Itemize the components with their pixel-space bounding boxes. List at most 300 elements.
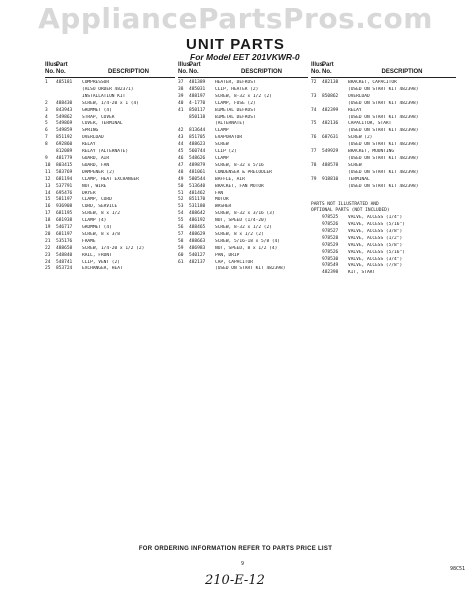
part-description: PAN, DRIP: [215, 252, 240, 258]
part-number: 481389: [189, 80, 206, 85]
parts-list: [45, 80, 175, 273]
parts-row: [45, 177, 175, 184]
illus-number: [178, 115, 189, 122]
column-header-top: [45, 62, 175, 69]
parts-row: [45, 108, 175, 115]
column-header-bottom: [178, 69, 308, 78]
parts-row: [311, 101, 456, 108]
parts-row: [311, 108, 456, 115]
parts-row: [178, 184, 308, 191]
parts-row: [311, 215, 456, 222]
page-number: 9: [241, 561, 245, 567]
illus-number: 76: [311, 135, 317, 141]
illus-number: 7: [45, 135, 48, 141]
part-description: TERMINAL: [348, 176, 370, 182]
part-number: 482136: [322, 121, 339, 127]
illus-number: 41: [178, 107, 184, 113]
part-description: WASHER: [215, 204, 232, 210]
illus-number: 61: [178, 259, 184, 265]
illus-number: [311, 156, 322, 163]
part-description: SCREW, 8 x 3/8: [82, 231, 120, 237]
part-description: (USED ON START KIT 482398): [348, 86, 419, 92]
part-description: SCREW: [215, 142, 229, 148]
parts-row: [45, 253, 175, 260]
illus-number: 2: [45, 100, 48, 106]
part-description: STRAP, COVER: [82, 114, 115, 120]
part-description: (USED ON START KIT 482398): [348, 100, 419, 106]
parts-row: [311, 236, 456, 243]
parts-row: [311, 170, 456, 177]
parts-column-3: [311, 62, 456, 277]
parts-row: [45, 156, 175, 163]
part-number: 580544: [189, 176, 206, 182]
parts-row: [178, 260, 308, 267]
part-number: 489879: [189, 162, 206, 168]
parts-row: [178, 232, 308, 239]
part-description: DAMPENER (2): [82, 169, 115, 175]
parts-row: [45, 170, 175, 177]
illus-number: 54: [178, 211, 184, 217]
part-description: CLAMP (4): [82, 218, 107, 224]
part-number: 851170: [189, 197, 206, 203]
part-number: 548626: [189, 155, 206, 161]
part-label: Part: [56, 62, 68, 68]
part-number: 481061: [189, 169, 206, 175]
illus-number: 52: [178, 197, 184, 203]
part-number: 687631: [322, 135, 339, 141]
part-number: 535176: [56, 238, 73, 244]
part-description: BRACKET, MOUNTING: [348, 149, 395, 155]
part-number: 681194: [56, 176, 73, 182]
part-number: 978530: [322, 256, 339, 262]
part-number: 546717: [56, 225, 73, 231]
illus-number: 75: [311, 121, 317, 127]
part-description: VALVE, ACCESS (3/4"): [348, 256, 403, 262]
part-description: SPRING: [82, 128, 99, 134]
parts-row: [45, 266, 175, 273]
illus-number: [45, 94, 56, 101]
illus-number: 19: [45, 225, 51, 231]
part-number: 488465: [189, 225, 206, 231]
part-number: 851705: [189, 135, 206, 141]
no-label: No.: [311, 69, 321, 75]
part-number: 803415: [56, 162, 73, 168]
part-description: HEATER, DEFROST: [215, 80, 256, 85]
illus-number: [311, 101, 322, 108]
parts-row: [178, 101, 308, 108]
column-header-top: [311, 62, 456, 69]
parts-row: [311, 149, 456, 156]
part-description: (USED ON START KIT 482398): [348, 155, 419, 161]
part-number: 488658: [56, 245, 73, 251]
illus-number: 15: [45, 197, 51, 203]
part-description: COVER, TERMINAL: [82, 121, 123, 127]
part-number: 549869: [56, 121, 73, 127]
parts-row: [311, 243, 456, 250]
part-description: SCREW, 8-32 x 1/2 (2): [215, 225, 272, 231]
illus-number: 20: [45, 231, 51, 237]
part-description: BIMETAL DEFROST: [215, 107, 256, 113]
part-label: Part: [189, 62, 201, 68]
part-description: RELAY: [348, 107, 362, 113]
part-number: 850118: [189, 114, 206, 120]
illus-number: [311, 87, 322, 94]
parts-row: [178, 253, 308, 260]
notice-line-1: PARTS NOT ILLUSTRATED AND: [311, 201, 379, 207]
part-number: 978529: [322, 242, 339, 248]
part-number: [322, 101, 348, 108]
model-subtitle: For Model EET 201VKWR-0: [190, 52, 300, 62]
illus-number: 77: [311, 149, 317, 155]
part-description: VALVE, ACCESS (5/8"): [348, 242, 403, 248]
parts-column-2: [178, 62, 308, 273]
partno-label: No.: [189, 69, 199, 75]
illus-number: 79: [311, 176, 317, 182]
parts-row: [178, 108, 308, 115]
part-number: 695476: [56, 190, 73, 196]
part-description: CAP, CAPACITOR: [215, 259, 253, 265]
part-description: CAPACITOR, START: [348, 121, 392, 127]
illus-number: 16: [45, 204, 51, 210]
description-label: DESCRIPTION: [240, 69, 282, 75]
part-description: SCREW: [348, 162, 362, 168]
illus-label: Illus.: [178, 62, 192, 68]
part-number: 488197: [189, 93, 206, 99]
illus-number: 48: [178, 169, 184, 175]
part-description: EVAPORATOR: [215, 135, 243, 141]
parts-row: [178, 177, 308, 184]
illus-number: 47: [178, 162, 184, 168]
illus-number: [311, 184, 322, 191]
not-illustrated-notice: [311, 202, 456, 216]
part-description: SCREW, 8-32 x 3/16 (3): [215, 211, 275, 217]
part-number: 978526: [322, 222, 339, 227]
part-number: 581197: [56, 197, 73, 203]
part-description: CLAMP: [215, 128, 229, 134]
part-description: (USED ON START KIT 482398): [348, 142, 419, 148]
part-description: CLAMP, CORD: [82, 197, 112, 203]
illus-number: 9: [45, 155, 48, 161]
illus-number: 24: [45, 259, 51, 265]
part-description: CLAMP, FUSE (2): [215, 100, 256, 106]
part-number: 488629: [189, 231, 206, 237]
part-description: CLAMP: [215, 155, 229, 161]
part-description: VALVE, ACCESS (5/16"): [348, 249, 405, 255]
part-number: 488663: [189, 238, 206, 244]
part-description: VALVE, ACCESS (1/4"): [348, 215, 403, 221]
part-number: 681195: [56, 211, 73, 217]
illus-number: 73: [311, 93, 317, 99]
illus-number: 3: [45, 107, 48, 113]
parts-row: [45, 87, 175, 94]
part-number: 978525: [322, 215, 339, 221]
no-label: No.: [45, 69, 55, 75]
part-number: 978527: [322, 228, 339, 234]
part-description: CLIP (2): [215, 149, 237, 155]
part-description: DRYER: [82, 190, 96, 196]
part-number: 488642: [189, 211, 206, 217]
column-header-bottom: [45, 69, 175, 78]
parts-list: [311, 80, 456, 191]
part-description: CORD, SERVICE: [82, 204, 118, 210]
parts-row: [178, 246, 308, 253]
notice-line-2: OPTIONAL PARTS (NOT INCLUDED): [311, 208, 390, 214]
part-number: 549929: [322, 149, 339, 155]
part-number: 681938: [56, 218, 73, 224]
part-number: 540127: [189, 252, 206, 258]
parts-list: [178, 80, 308, 273]
part-number: [56, 87, 82, 94]
illus-number: 50: [178, 183, 184, 189]
parts-row: [178, 80, 308, 87]
illus-label: Illus.: [311, 62, 325, 68]
part-description: FAN: [215, 190, 224, 196]
parts-row: [45, 232, 175, 239]
parts-row: [311, 250, 456, 257]
illus-number: 5: [45, 121, 48, 127]
part-description: GROMMET (4): [82, 107, 112, 113]
parts-row: [45, 163, 175, 170]
part-description: RELAY: [82, 142, 96, 148]
illus-number: 56: [178, 225, 184, 231]
part-number: 481462: [189, 190, 206, 196]
illus-number: 21: [45, 238, 51, 244]
parts-row: [178, 156, 308, 163]
illus-number: 13: [45, 183, 51, 189]
parts-row: [45, 184, 175, 191]
no-label: No.: [178, 69, 188, 75]
illus-number: 49: [178, 176, 184, 182]
parts-row: [178, 239, 308, 246]
part-number: [322, 184, 348, 191]
part-description: (ALTERNATE): [215, 121, 245, 127]
part-description: SCREW, 8 x 1/2: [82, 211, 120, 217]
part-number: 485181: [56, 80, 73, 85]
illus-number: 23: [45, 252, 51, 258]
part-number: 978528: [322, 235, 339, 241]
parts-row: [311, 270, 456, 277]
part-description: SCREW, 1/4-20 x 1 (4): [82, 100, 139, 106]
part-number: 681197: [56, 231, 73, 237]
part-number: 488578: [322, 162, 339, 168]
part-description: CONDENSER & PRECOOLER: [215, 169, 272, 175]
illus-number: 40: [178, 100, 184, 106]
part-description: OVERLOAD: [348, 93, 370, 99]
part-number: 850862: [322, 93, 339, 99]
illus-number: 78: [311, 162, 317, 168]
part-number: 692860: [56, 142, 73, 148]
part-number: 853724: [56, 266, 73, 272]
part-description: OVERLOAD: [82, 135, 104, 141]
document-number: 98C51: [449, 566, 465, 572]
column-header-bottom: [311, 69, 456, 78]
illus-number: 11: [45, 169, 51, 175]
parts-row: [178, 225, 308, 232]
part-number: [189, 266, 215, 273]
part-number: 549862: [56, 114, 73, 120]
illus-number: 72: [311, 80, 317, 85]
part-description: BIMETAL DEFROST: [215, 114, 256, 120]
page-title: UNIT PARTS: [186, 36, 285, 53]
part-description: GROMMET (4): [82, 225, 112, 231]
handwritten-note: 210-E-12: [205, 573, 265, 588]
parts-row: [178, 149, 308, 156]
part-number: 978549: [322, 263, 339, 269]
part-number: 482138: [322, 80, 339, 85]
part-number: 513640: [189, 183, 206, 189]
parts-row: [45, 149, 175, 156]
parts-row: [311, 184, 456, 191]
part-number: 813644: [189, 128, 206, 134]
part-number: 850117: [189, 107, 206, 113]
part-description: BAFFLE, AIR: [215, 176, 245, 182]
description-label: DESCRIPTION: [107, 69, 149, 75]
parts-row: [311, 163, 456, 170]
part-description: SCREW, 1/4-20 x 1/2 (2): [82, 245, 145, 251]
illus-number: 45: [178, 149, 184, 155]
part-description: (USED ON START KIT 482398): [348, 169, 419, 175]
description-label: DESCRIPTION: [381, 69, 423, 75]
illus-number: [311, 236, 322, 243]
partno-label: No.: [322, 69, 332, 75]
parts-row: [311, 135, 456, 142]
parts-row: [45, 94, 175, 101]
ordering-note: FOR ORDERING INFORMATION REFER TO PARTS PRICE LIST: [138, 546, 333, 552]
partno-label: No.: [56, 69, 66, 75]
part-number: 488430: [56, 100, 73, 106]
parts-row: [311, 87, 456, 94]
part-description: (USED ON START KIT 482398): [348, 128, 419, 134]
part-description: KIT, START: [348, 270, 376, 276]
illus-number: [311, 222, 322, 229]
part-label: Part: [322, 62, 334, 68]
part-description: CLIP, VENT (2): [82, 259, 120, 265]
illus-number: 10: [45, 162, 51, 168]
part-description: SCREW, 5/16-18 x 5/8 (4): [215, 238, 281, 244]
parts-row: [178, 115, 308, 122]
parts-row: [45, 225, 175, 232]
part-description: CLIP, HEATER (2): [215, 86, 259, 92]
illus-number: 58: [178, 238, 184, 244]
illus-number: 53: [178, 204, 184, 210]
illus-number: 22: [45, 245, 51, 251]
illus-number: 14: [45, 190, 51, 196]
part-number: 978526: [322, 249, 339, 255]
parts-column-1: [45, 62, 175, 273]
part-number: 560744: [189, 149, 206, 155]
illus-number: [45, 149, 56, 156]
illus-number: [311, 243, 322, 250]
parts-row: [311, 229, 456, 236]
part-description: RELAY (ALTERNATE): [82, 149, 129, 155]
part-number: 812089: [56, 149, 73, 155]
part-description: VALVE, ACCESS (7/8"): [348, 263, 403, 269]
column-header-top: [178, 62, 308, 69]
part-description: NUT, SPEED, 8 x 1/2 (4): [215, 245, 278, 251]
illus-number: [311, 263, 322, 270]
parts-row: [45, 101, 175, 108]
part-number: 485031: [189, 86, 206, 92]
part-number: 548741: [56, 259, 73, 265]
illus-number: 51: [178, 190, 184, 196]
part-number: 936908: [56, 204, 73, 210]
part-description: SCREW (2): [348, 135, 373, 141]
parts-row: [45, 246, 175, 253]
illus-number: 17: [45, 211, 51, 217]
parts-row: [178, 94, 308, 101]
part-number: 918810: [322, 176, 339, 182]
part-number: 851192: [56, 135, 73, 141]
part-number: 548840: [56, 252, 73, 258]
part-description: (ALSO ORDER 482371): [82, 86, 134, 92]
part-number: 537791: [56, 183, 73, 189]
illus-number: [311, 257, 322, 264]
illus-number: 43: [178, 135, 184, 141]
illus-number: 12: [45, 176, 51, 182]
part-number: 486192: [189, 218, 206, 224]
illus-number: [311, 250, 322, 257]
part-number: 482398: [322, 270, 339, 276]
illus-number: 46: [178, 155, 184, 161]
illus-number: 18: [45, 218, 51, 224]
parts-row: [311, 121, 456, 128]
illus-number: 4: [45, 114, 48, 120]
watermark-logo: AppliancePartsPros.com: [38, 2, 433, 35]
part-description: (USED ON START KIT 482398): [348, 114, 419, 120]
part-description: SCREW, 8-32 x 1/2 (2): [215, 93, 272, 99]
part-description: FRAME: [82, 238, 96, 244]
illus-number: [311, 270, 322, 277]
part-description: VALVE, ACCESS (3/8"): [348, 228, 403, 234]
part-number: [322, 156, 348, 163]
part-number: 531180: [189, 204, 206, 210]
part-number: 481779: [56, 155, 73, 161]
parts-row: [178, 266, 308, 273]
illus-number: [178, 266, 189, 273]
part-description: INSTALLATION KIT: [82, 93, 126, 99]
part-number: 4-1770: [189, 100, 206, 106]
parts-row: [45, 218, 175, 225]
illus-number: 59: [178, 245, 184, 251]
illus-number: 74: [311, 107, 317, 113]
part-number: [322, 170, 348, 177]
illus-number: 37: [178, 80, 184, 85]
parts-row: [178, 170, 308, 177]
illus-number: [311, 215, 322, 222]
part-description: SCREW, 8 x 1/2 (2): [215, 231, 264, 237]
part-description: COMPRESSOR: [82, 80, 110, 85]
part-number: 482137: [189, 259, 206, 265]
part-description: NUT, SPEED (1/4-20): [215, 218, 267, 224]
illus-number: 44: [178, 142, 184, 148]
part-number: 843943: [56, 107, 73, 113]
illus-number: 25: [45, 266, 51, 272]
part-description: VALVE, ACCESS (5/16"): [348, 222, 405, 227]
illus-number: 8: [45, 142, 48, 148]
illus-number: 55: [178, 218, 184, 224]
parts-row: [311, 177, 456, 184]
parts-row: [45, 80, 175, 87]
parts-row: [178, 163, 308, 170]
illus-label: Illus.: [45, 62, 59, 68]
part-description: NUT, WIRE: [82, 183, 107, 189]
illus-number: 1: [45, 80, 48, 85]
part-description: BRACKET, CAPACITOR: [348, 80, 397, 85]
part-number: 488623: [189, 142, 206, 148]
illus-number: 57: [178, 231, 184, 237]
part-description: RAIL, FRONT: [82, 252, 112, 258]
part-number: 482399: [322, 107, 339, 113]
